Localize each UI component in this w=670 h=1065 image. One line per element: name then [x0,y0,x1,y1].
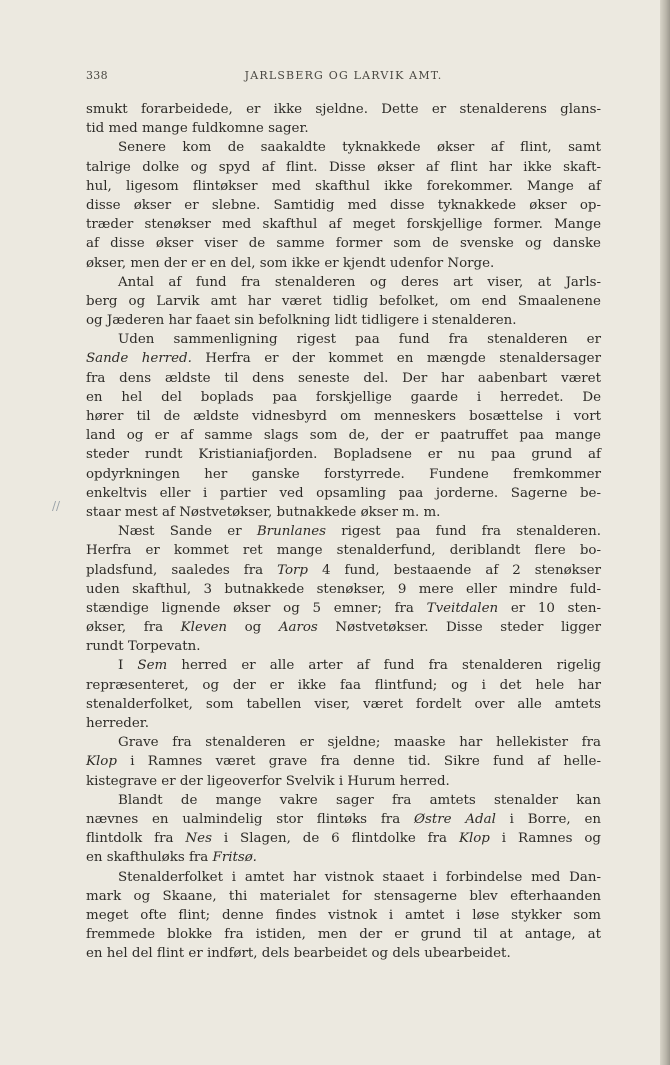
text-line [86,100,601,119]
text-line [86,714,601,733]
text-run: tid med mange fuldkomne sager. [86,121,309,137]
italic-place-name: Klop [458,831,490,847]
text-run: Senere kom de saakaldte tyknakkede økser af flint, samt [118,140,601,156]
italic-place-name: Sem [137,658,168,674]
text-run: mark og Skaane, thi materialet for stensagerne blev efterhaanden [86,888,601,904]
text-line [86,196,601,215]
text-line [86,177,601,196]
text-line [86,772,601,791]
text-line [86,829,601,848]
text-line [86,349,601,368]
text-run: i Slagen, de 6 flintdolke fra [211,831,459,847]
text-line [86,138,601,157]
italic-place-name: Fritsø. [212,850,257,866]
text-line [86,887,601,906]
text-line [86,618,601,637]
italic-place-name: Nes [185,831,212,847]
page-number: 338 [86,69,108,82]
text-run: repræsenteret, og der er ikke faa flintfund; og i det hele har [86,677,601,693]
text-line [86,541,601,560]
italic-place-name: Kleven [180,620,227,636]
text-line [86,369,601,388]
text-run: Nøstvetøkser. Disse steder ligger [317,620,601,636]
text-line [86,656,601,675]
text-run: stenalderfolket, som tabellen viser, været fordelt over alle amtets [86,696,601,712]
italic-place-name: Østre Adal [414,811,496,827]
text-run: disse økser er slebne. Samtidig med disse tyknakkede økser op- [86,197,601,213]
text-run: rigest paa fund fra stenalderen. [326,524,601,540]
text-run: i Borre, en [495,811,601,827]
text-line [86,599,601,618]
margin-pencil-mark: // [52,499,61,513]
text-line [86,733,601,752]
italic-place-name: Tveitdalen [426,600,499,616]
text-run: og Jæderen har faaet sin befolkning lidt tidligere i stenalderen. [86,313,517,329]
text-line [86,848,601,867]
text-line [86,273,601,292]
text-run: stændige lignende økser og 5 emner; fra [86,600,427,616]
text-run: steder rundt Kristianiafjorden. Bopladsene er nu paa grund af [86,447,601,463]
text-line [86,426,601,445]
text-line [86,637,601,656]
text-line [86,330,601,349]
text-line [86,522,601,541]
text-run: 4 fund, bestaaende af 2 stenøkser [308,562,601,578]
page-edge [660,0,670,1065]
text-run: og [227,620,279,636]
text-run: staar mest af Nøstvetøkser, butnakkede økser m. m. [86,504,441,520]
text-run: smukt forarbeidede, er ikke sjeldne. Dette er stenalderens glans- [86,102,601,117]
text-run: Herfra er der kommet en mængde stenaldersager [191,351,601,367]
text-run: kistegrave er der ligeoverfor Svelvik i Hurum herred. [86,773,450,789]
text-run: hul, ligesom flintøkser med skafthul ikke forekommer. Mange af [86,178,601,194]
text-run: er 10 sten- [498,600,601,616]
text-run: herred er alle arter af fund fra stenalderen rigelig [167,658,601,674]
text-line [86,752,601,771]
text-line [86,234,601,253]
text-run: berg og Larvik amt har været tidlig befolket, om end Smaalenene [86,293,601,309]
text-line [86,503,601,522]
text-line [86,484,601,503]
text-run: uden skafthul, 3 butnakkede stenøkser, 9 mere eller mindre fuld- [86,581,601,597]
text-run: en skafthuløks fra [86,850,213,866]
text-run: herreder. [86,716,149,731]
text-line [86,695,601,714]
text-run: Antal af fund fra stenalderen og deres art viser, at Jarls- [118,274,601,290]
text-run: i Ramnes været grave fra denne tid. Sikre fund af helle- [116,754,601,770]
text-run: af disse økser viser de samme former som de svenske og danske [86,236,601,252]
text-run: Næst Sande er [118,524,257,540]
text-line [86,925,601,944]
text-line [86,215,601,234]
running-title: JARLSBERG OG LARVIK AMT. [244,69,443,82]
text-run: flintdolk fra [86,831,186,847]
text-run: nævnes en ualmindelig stor flintøks fra [86,811,414,827]
body-text [86,100,601,963]
text-run: træder stenøkser med skafthul af meget forskjellige former. Mange [86,217,601,233]
text-line [86,810,601,829]
italic-place-name: Aaros [278,620,318,636]
text-run: Grave fra stenalderen er sjeldne; maaske har hellekister fra [118,735,601,751]
text-line [86,119,601,138]
text-line [86,465,601,484]
text-line [86,445,601,464]
italic-place-name: Brunlanes [256,524,327,540]
text-line [86,944,601,963]
text-line [86,407,601,426]
text-line [86,311,601,330]
text-line [86,676,601,695]
text-run: en hel del flint er indført, dels bearbeidet og dels ubearbeidet. [86,946,511,962]
page-header [86,69,601,87]
text-line [86,254,601,273]
text-run: fra dens ældste til dens seneste del. Der har aabenbart været [86,370,601,386]
text-run: I [118,658,138,674]
text-run: Blandt de mange vakre sager fra amtets stenalder kan [118,792,601,808]
text-line [86,906,601,925]
text-run: økser, fra [86,620,181,636]
text-run: Herfra er kommet ret mange stenalderfund, deriblandt flere bo- [86,543,601,559]
text-run: økser, men der er en del, som ikke er kjendt udenfor Norge. [86,255,495,271]
text-run: land og er af samme slags som de, der er paatruffet paa mange [86,428,601,444]
italic-place-name: Torp [277,562,309,578]
text-run: fremmede blokke fra istiden, men der er grund til at antage, at [86,927,601,943]
text-line [86,388,601,407]
text-run: meget ofte flint; denne findes vistnok i amtet i løse stykker som [86,907,601,923]
text-line [86,561,601,580]
text-run: talrige dolke og spyd af flint. Disse økser af flint har ikke skaft- [86,159,601,175]
text-run: pladsfund, saaledes fra [86,562,278,578]
text-line [86,868,601,887]
text-line [86,292,601,311]
text-run: hører til de ældste vidnesbyrd om menneskers bosættelse i vort [86,409,601,424]
text-line [86,791,601,810]
text-line [86,158,601,177]
text-line [86,580,601,599]
text-run: i Ramnes og [489,831,601,847]
text-run: opdyrkningen her ganske forstyrrede. Fundene fremkommer [86,466,601,482]
italic-place-name: Sande herred. [86,351,192,367]
text-run: en hel del boplads paa forskjellige gaarde i herredet. De [86,389,601,405]
text-run: Stenalderfolket i amtet har vistnok staaet i forbindelse med Dan- [118,869,601,885]
text-run: enkeltvis eller i partier ved opsamling paa jorderne. Sagerne be- [86,485,601,501]
text-run: Uden sammenligning rigest paa fund fra stenalderen er [118,332,601,348]
italic-place-name: Klop [86,754,117,770]
text-run: rundt Torpevatn. [86,639,201,655]
